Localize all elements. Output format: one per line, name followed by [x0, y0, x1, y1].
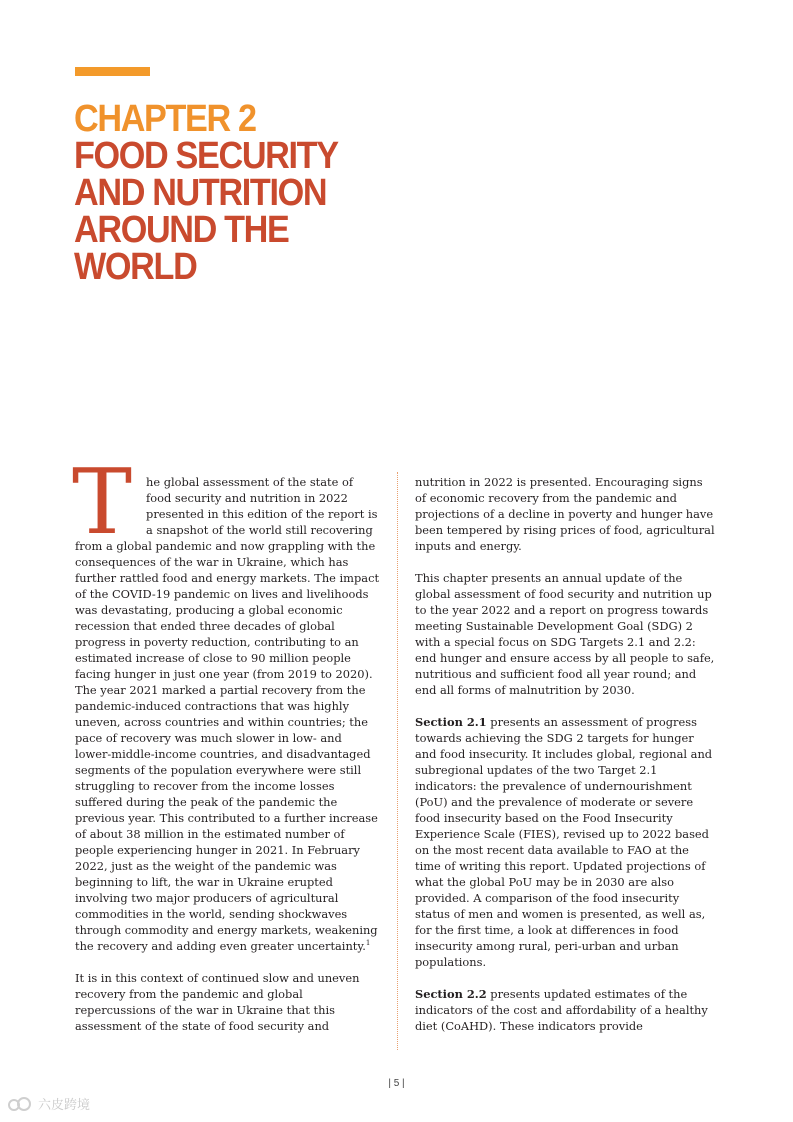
chapter-heading: [74, 98, 338, 288]
section-2-2-paragraph: [415, 986, 715, 1034]
page-number: | 5 |: [388, 1078, 405, 1089]
intro-paragraph: [72, 450, 380, 954]
section-2-1-paragraph: [415, 714, 715, 970]
chapter-overview-paragraph: This chapter presents an annual update of the global assessment of food security and nutrition up to the year 2022 and a report on progress towards meeting Sustainable Development Goal (SDG) 2 with a special focus on SDG Targets 2.1 and 2.2: end hunger and ensure access by all people to safe, nutritious and sufficient food all year round; and end all forms of malnutrition by 2030.: [415, 571, 715, 697]
left-column: [72, 450, 380, 1034]
column-divider: [397, 472, 398, 1050]
accent-bar: [75, 67, 150, 76]
intro-body-text: is a snapshot of the world still recovering from a global pandemic and now grappling with the consequences of the war in Ukraine, which has further rattled food and energy markets. The impact of the COVID-19 pandemic on lives and livelihoods was devastating, producing a global economic recession that ended three decades of global progress in poverty reduction, contributing to an estimated increase of close to 90 million people facing hunger in just one year (from 2019 to 2020). The year 2021 marked a partial recovery from the pandemic-induced contractions that was highly uneven, across countries and within countries; the pace of recovery was much slower in low- and lower-middle-income countries, and disadvantaged segments of the population everywhere were still struggling to recover from the income losses suffered during the peak of the pandemic the previous year. This contributed to a further increase of about 38 million in the estimated number of people experiencing hunger in 2021. In February 2022, just as the weight of the pandemic was beginning to lift, the war in Ukraine erupted involving two major producers of agricultural commodities in the world, sending shockwaves through commodity and energy markets, weakening the recovery and adding even greater uncertainty.: [75, 507, 380, 953]
right-column: [415, 474, 715, 1034]
section-2-2-text: presents updated estimates of the indicators of the cost and affordability of a healthy diet (CoAHD). These indicators provide: [415, 987, 708, 1033]
watermark: [8, 1094, 90, 1113]
section-2-1-ref: Section 2.1: [415, 715, 487, 729]
footnote-ref[interactable]: 1: [365, 939, 371, 948]
watermark-text: 六皮跨境: [38, 1098, 91, 1113]
section-2-1-text: presents an assessment of progress towards achieving the SDG 2 targets for hunger and food insecurity. It includes global, regional and subregional updates of the two Target 2.1 indicators: the prevalence of undernourishment (PoU) and the prevalence of moderate or severe food insecurity based on the Food Insecurity Experience Scale (FIES), revised up to 2022 based on the most recent data available to FAO at the time of writing this report. Updated projections of what the global PoU may be in 2030 are also provided. A comparison of the food insecurity status of men and women is presented, as well as, for the first time, a look at differences in food insecurity among rural, peri-urban and urban populations.: [415, 715, 713, 969]
continuation-paragraph: nutrition in 2022 is presented. Encouraging signs of economic recovery from the pandemic and projections of a decline in poverty and hunger have been tempered by rising prices of food, agricultural inputs and energy.: [415, 475, 715, 553]
watermark-logo-icon: [8, 1095, 34, 1113]
chapter-label: CHAPTER 2: [74, 98, 256, 140]
section-2-2-ref: Section 2.2: [415, 987, 487, 1001]
context-paragraph: It is in this context of continued slow and uneven recovery from the pandemic and global repercussions of the war in Ukraine that this assessment of the state of food security and: [75, 971, 360, 1033]
drop-cap: T: [72, 450, 133, 555]
intro-lead-text: he global assessment of the state of food security and nutrition in 2022 presented in this edition of the report: [146, 475, 365, 521]
chapter-title: FOOD SECURITY AND NUTRITION AROUND THE WORLD: [74, 135, 338, 288]
